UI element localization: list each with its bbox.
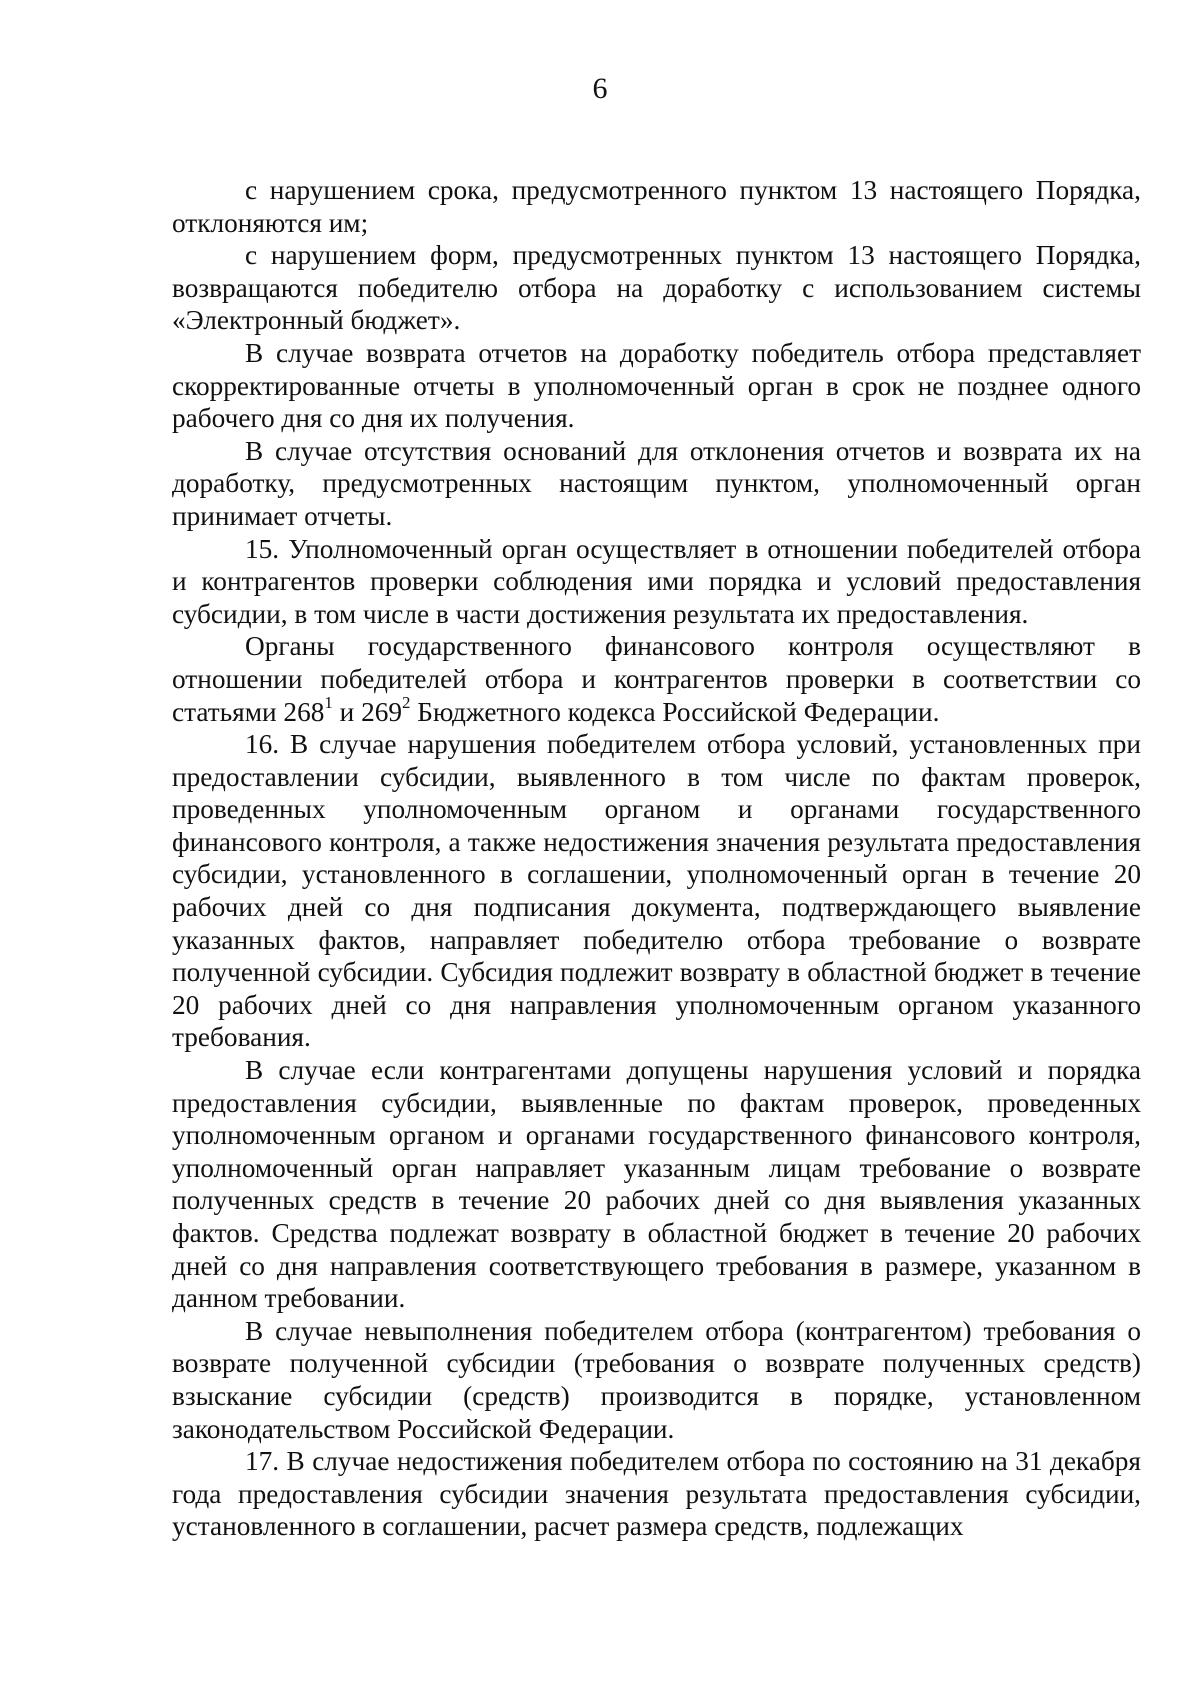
paragraph-report-return: В случае возврата отчетов на доработку победитель отбора представляет скорректированные отчеты в уполномоченный орган в срок не позднее одного рабочего дня со дня их получения. [172, 337, 1141, 434]
paragraph-financial-control [172, 630, 1141, 728]
paragraph-deadline-violation: с нарушением срока, предусмотренного пунктом 13 настоящего Порядка, отклоняются им; [172, 175, 1141, 238]
paragraph-contractor-violation: В случае если контрагентами допущены нарушения условий и порядка предоставления субсидии, выявленные по фактам проверок, проведенных уполномоченным органом и органами государственного финансового контроля, уполномоченный орган направляет указанным лицам требование о возврате полученных средств в течение 20 рабочих дней со дня выявления указанных фактов. Средства подлежат возврату в областной бюджет в течение 20 рабочих дней со дня направления соответствующего требования в размере, указанном в данном требовании. [172, 1055, 1141, 1314]
article-269-superscript: 2 [402, 692, 411, 712]
paragraph-recovery: В случае невыполнения победителем отбора (контрагентом) требования о возврате полученной субсидии (требования о возврате полученных средств) взыскание субсидии (средств) производится в порядке, установленном законодательством Российской Федерации. [172, 1315, 1141, 1444]
financial-control-text-end: Бюджетного кодекса Российской Федерации. [410, 696, 940, 727]
article-268-superscript: 1 [324, 692, 333, 712]
page-number: 6 [592, 72, 608, 105]
paragraph-report-acceptance: В случае отсутствия оснований для отклонения отчетов и возврата их на доработку, предусмотренных настоящим пунктом, уполномоченный орган принимает отчеты. [172, 435, 1141, 531]
financial-control-text-middle: и 269 [332, 696, 403, 727]
document-body [172, 174, 1141, 1543]
paragraph-form-violation: с нарушением форм, предусмотренных пунктом 13 настоящего Порядка, возвращаются победителю отбора на доработку с использованием системы «Электронный бюджет». [172, 240, 1141, 336]
paragraph-item-15: 15. Уполномоченный орган осуществляет в отношении победителей отбора и контрагентов проверки соблюдения ими порядка и условий предоставления субсидии, в том числе в части достижения результата их предоставления. [172, 533, 1141, 629]
paragraph-item-17: 17. В случае недостижения победителем отбора по состоянию на 31 декабря года предоставления субсидии значения результата предоставления субсидии, установленного в соглашении, расчет размера средств, подлежащих [172, 1446, 1141, 1542]
financial-control-text-start: Органы государственного финансового контроля осуществляют в отношении победителей отбора и контрагентов проверки в соответствии со статьями 268 [172, 631, 1141, 727]
paragraph-item-16: 16. В случае нарушения победителем отбора условий, установленных при предоставлении субсидии, выявленного в том числе по фактам проверок, проведенных уполномоченным органом и органами государственного финансового контроля, а также недостижения значения результата предоставления субсидии, установленного в соглашении, уполномоченный орган в течение 20 рабочих дней со дня подписания документа, подтверждающего выявление указанных фактов, направляет победителю отбора требование о возврате полученной субсидии. Субсидия подлежит возврату в областной бюджет в течение 20 рабочих дней со дня направления уполномоченным органом указанного требования. [172, 729, 1141, 1053]
